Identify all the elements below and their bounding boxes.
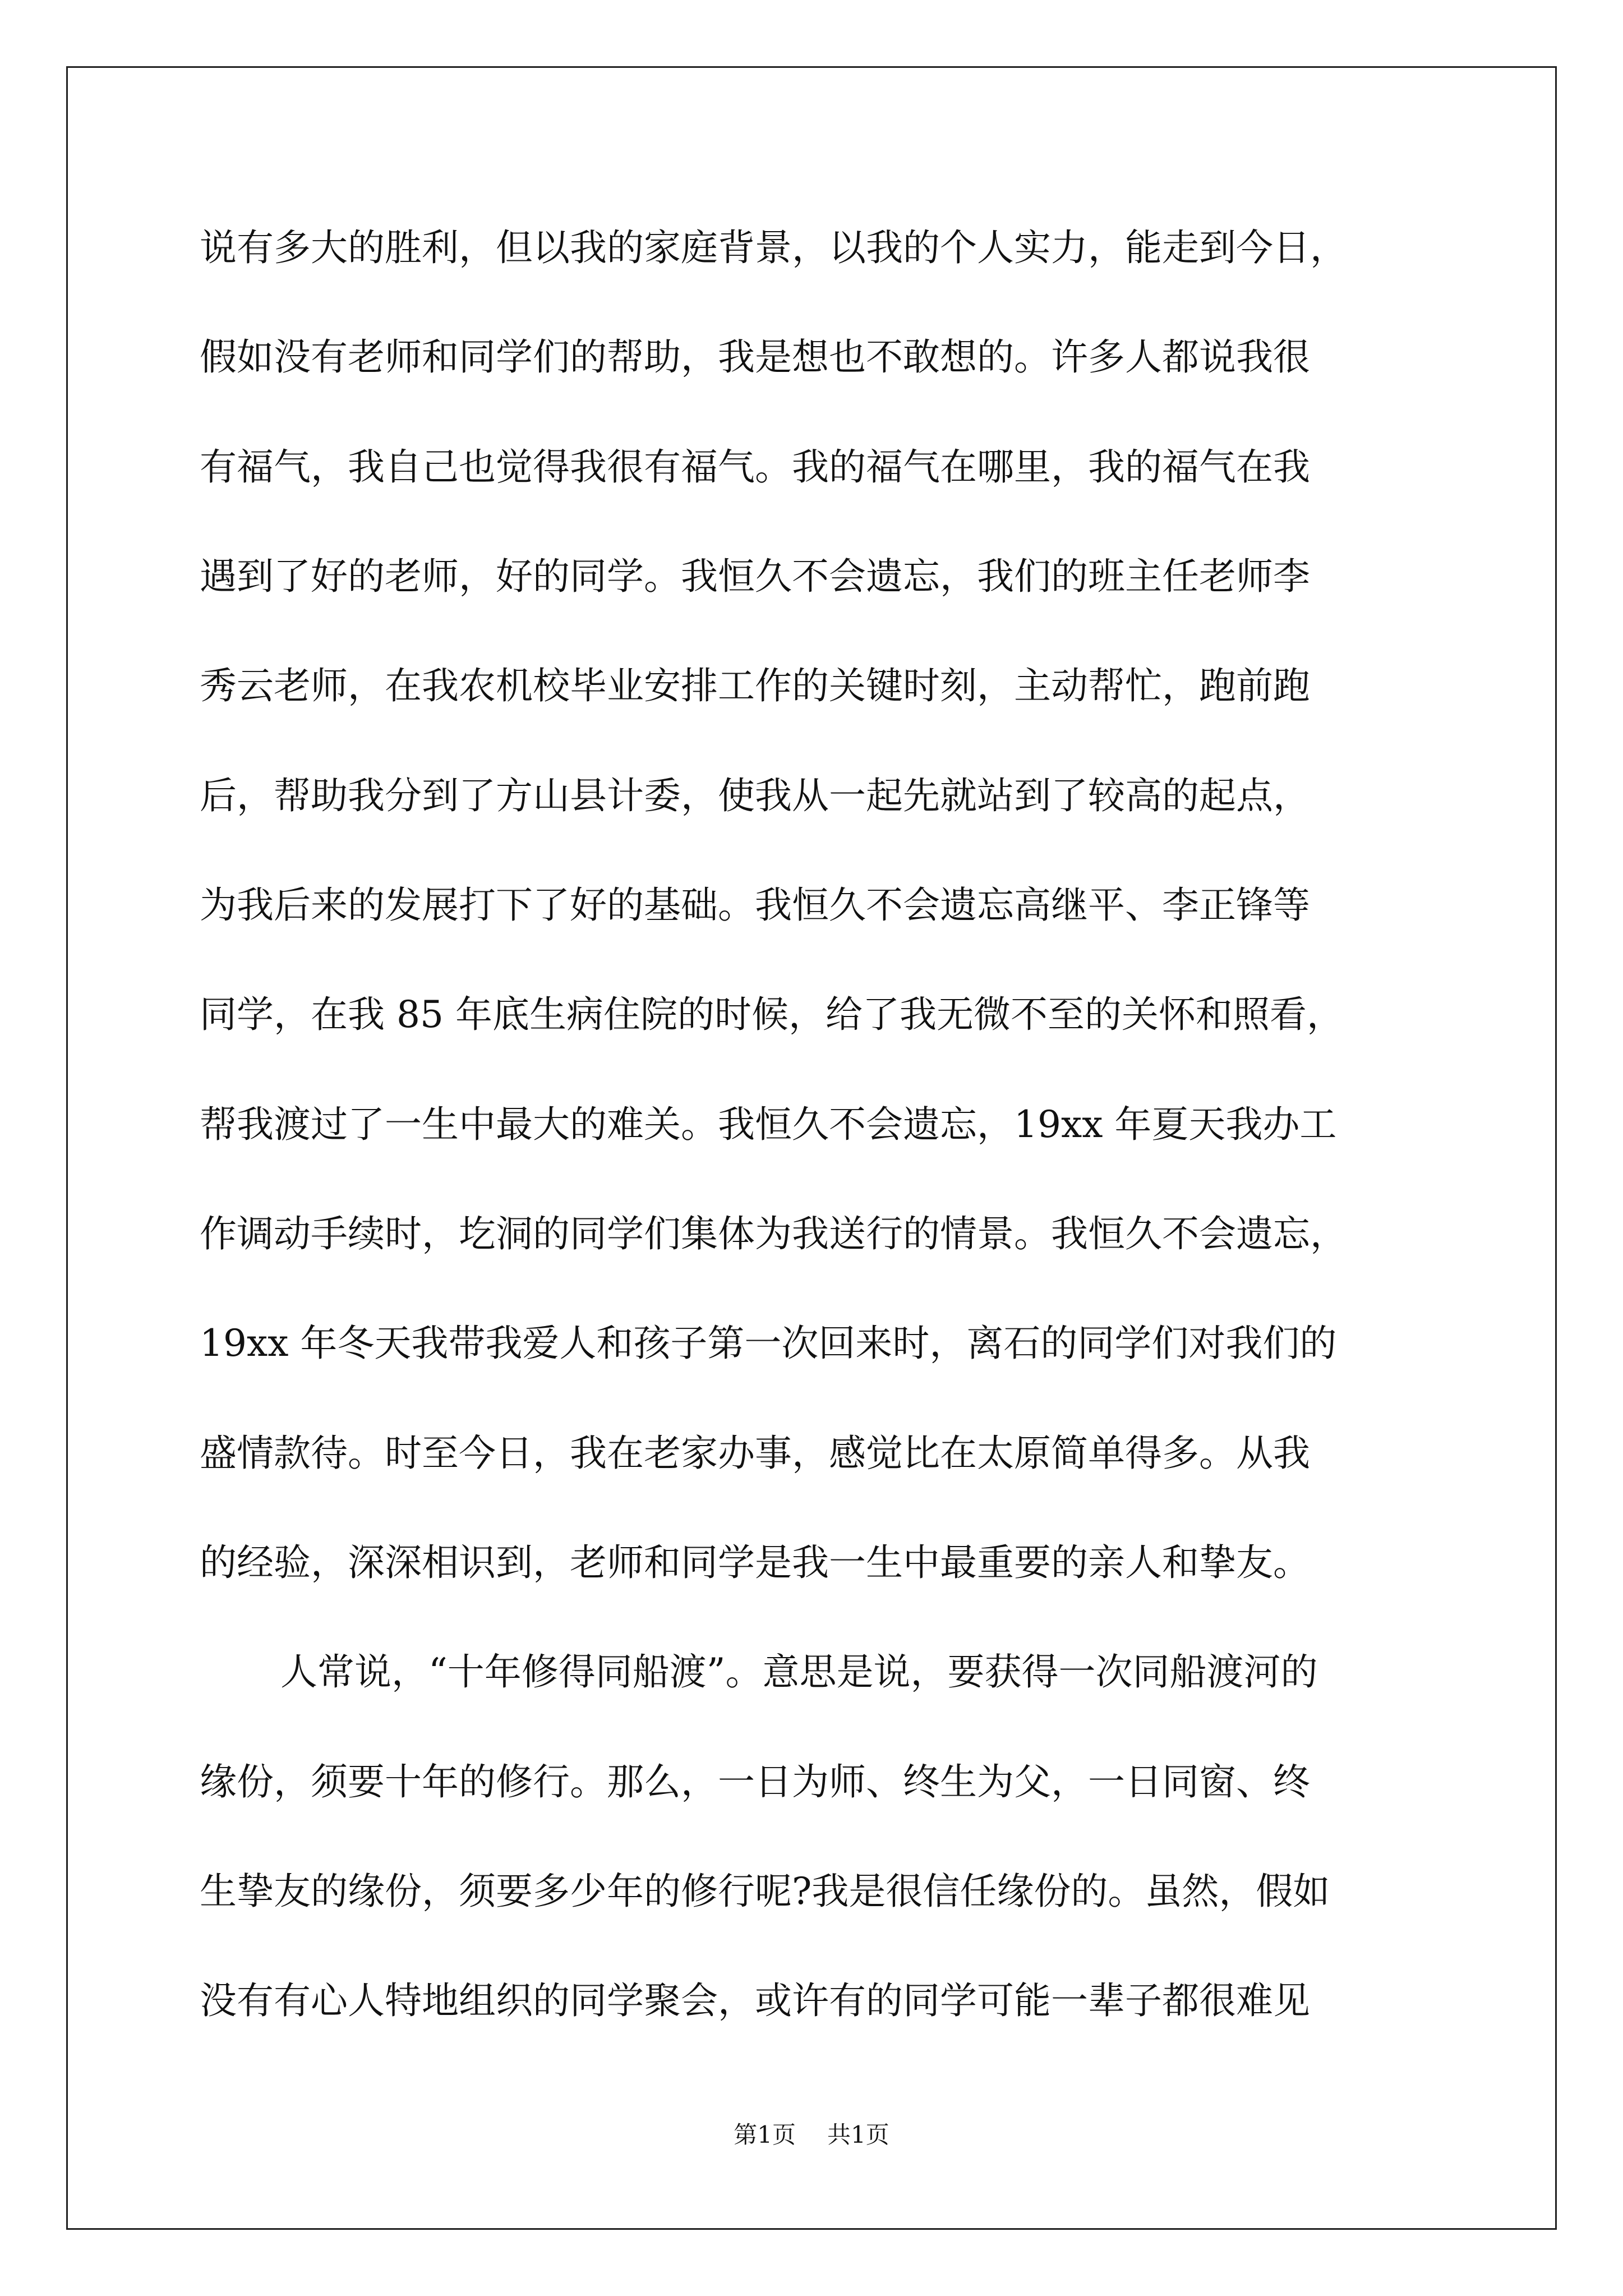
text-line: 缘份，须要十年的修行。那么，一日为师、终生为父，一日同窗、终 [200,1760,1310,1803]
text-line: 有福气，我自己也觉得我很有福气。我的福气在哪里，我的福气在我 [200,445,1310,489]
text-line: 没有有心人特地组织的同学聚会，或许有的同学可能一辈子都很难见 [200,1979,1310,2022]
text-line: 作调动手续时，圪洞的同学们集体为我送行的情景。我恒久不会遗忘， [200,1212,1347,1255]
text-line: 19xx 年冬天我带我爱人和孩子第一次回来时，离石的同学们对我们的 [200,1322,1337,1365]
text-line: 秀云老师，在我农机校毕业安排工作的关键时刻，主动帮忙，跑前跑 [200,664,1310,707]
text-line: 盛情款待。时至今日，我在老家办事，感觉比在太原简单得多。从我 [200,1432,1310,1475]
page-number: 第1页 [734,2121,796,2148]
text-line: 人常说，“十年修得同船渡”。意思是说，要获得一次同船渡河的 [280,1650,1318,1694]
text-line: 后，帮助我分到了方山县计委，使我从一起先就站到了较高的起点， [200,774,1310,817]
text-line: 同学，在我 85 年底生病住院的时候，给了我无微不至的关怀和照看， [200,993,1344,1036]
text-line: 帮我渡过了一生中最大的难关。我恒久不会遗忘，19xx 年夏天我办工 [200,1103,1337,1146]
text-line: 生挚友的缘份，须要多少年的修行呢?我是很信任缘份的。虽然，假如 [200,1870,1330,1913]
text-line: 为我后来的发展打下了好的基础。我恒久不会遗忘高继平、李正锋等 [200,884,1310,927]
text-line: 说有多大的胜利，但以我的家庭背景，以我的个人实力，能走到今日， [200,226,1347,269]
text-line: 假如没有老师和同学们的帮助，我是想也不敢想的。许多人都说我很 [200,335,1310,379]
page-total: 共1页 [827,2121,889,2148]
text-line: 遇到了好的老师，好的同学。我恒久不会遗忘，我们的班主任老师李 [200,555,1310,598]
text-line: 的经验，深深相识到，老师和同学是我一生中最重要的亲人和挚友。 [200,1541,1310,1584]
page-footer [0,2120,1623,2150]
